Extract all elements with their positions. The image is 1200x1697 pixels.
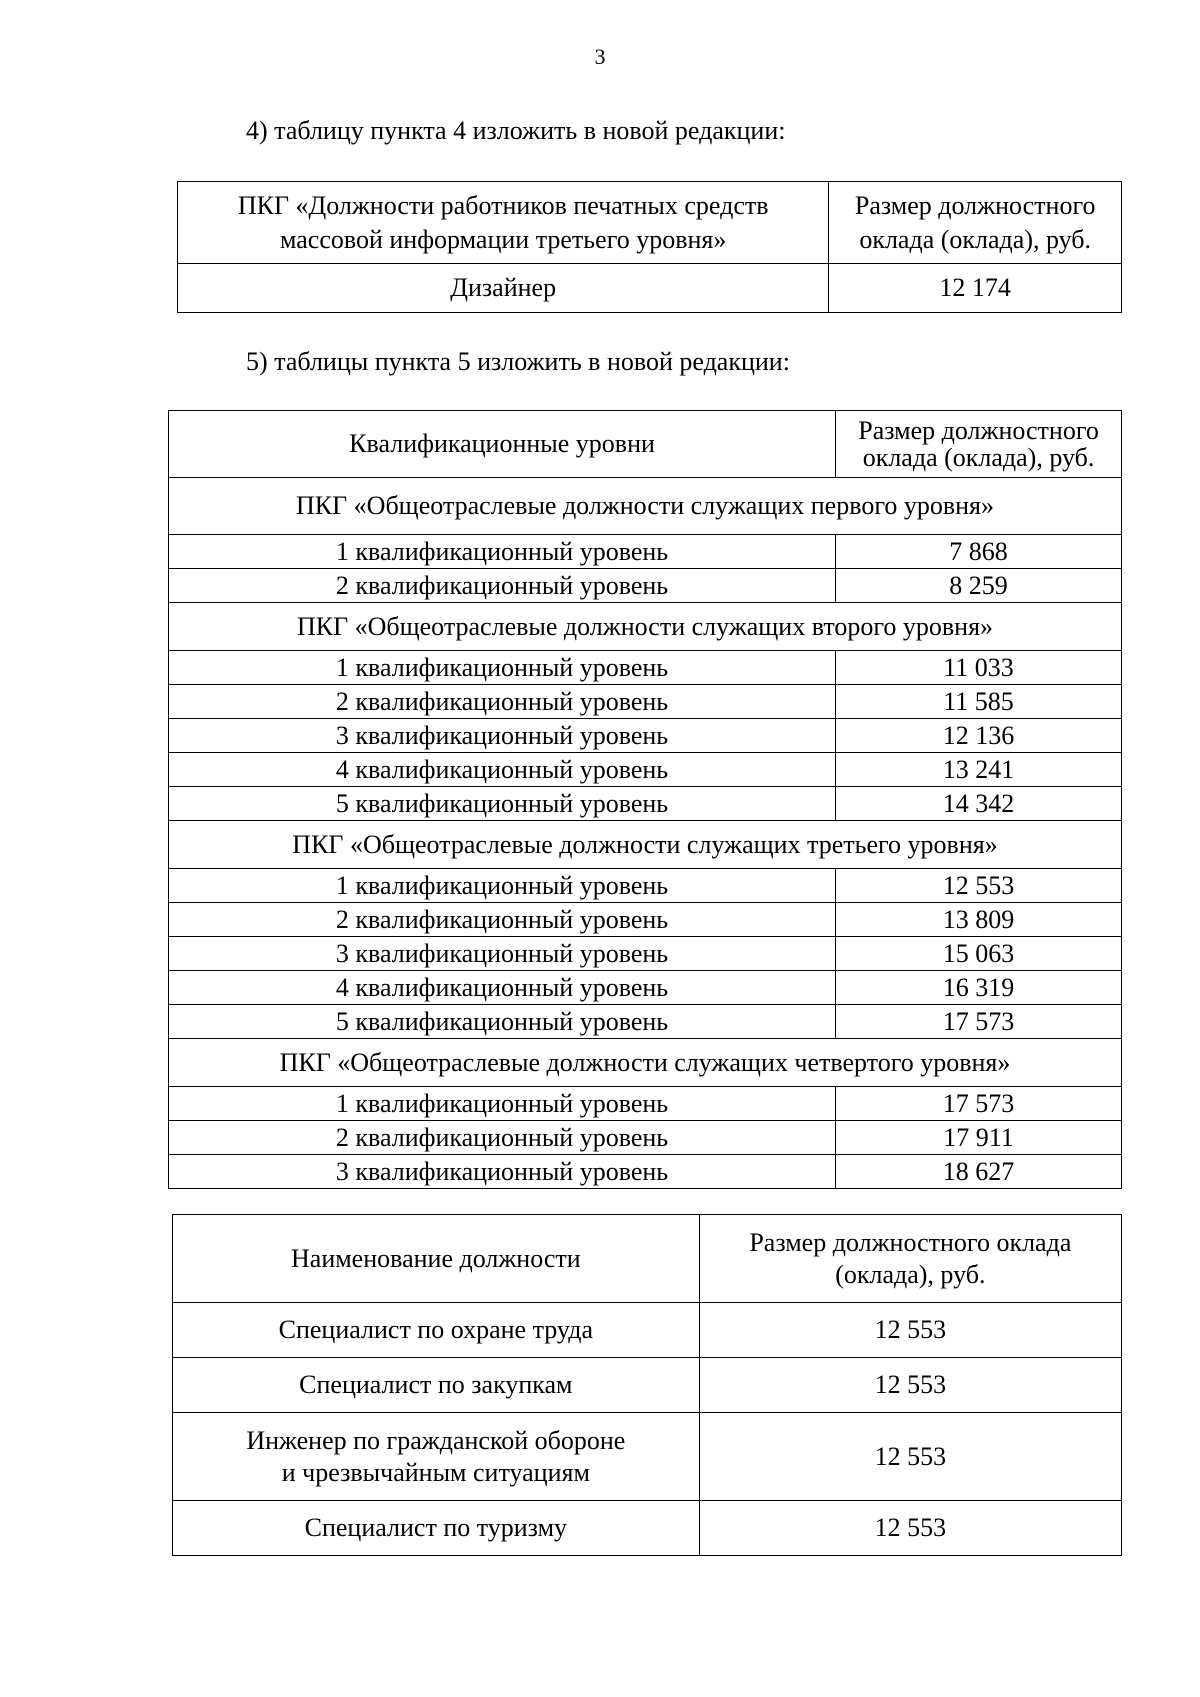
designer-salary-table [177,181,1122,313]
salary-value: 12 553 [699,1413,1121,1501]
group-title-row [169,478,1122,535]
salary-value: 15 063 [836,937,1122,971]
qualification-level: 4 квалификационный уровень [169,971,836,1005]
table-row [169,971,1122,1005]
group-title-row [169,1039,1122,1087]
salary-value: 11 585 [836,685,1122,719]
qualification-level: 3 квалификационный уровень [169,719,836,753]
item-4-paragraph: 4) таблицу пункта 4 изложить в новой редакции: [246,116,786,145]
position-name [173,1413,700,1501]
table-header-row [178,182,1122,264]
table-row [169,535,1122,569]
text-line: Размер должностного [858,415,1099,445]
table-row [169,869,1122,903]
qualification-level: 1 квалификационный уровень [169,535,836,569]
item-5-paragraph: 5) таблицы пункта 5 изложить в новой редакции: [246,347,790,376]
table-row [169,903,1122,937]
salary-value: 11 033 [836,651,1122,685]
qualification-level: 2 квалификационный уровень [169,569,836,603]
header-line: оклада (оклада), руб. [859,224,1092,254]
table-row [169,569,1122,603]
qualification-level: 1 квалификационный уровень [169,869,836,903]
salary-value: 12 553 [699,1303,1121,1358]
table-row [178,264,1122,313]
position-name: Дизайнер [178,264,829,313]
salary-value: 12 553 [836,869,1122,903]
qualification-level: 5 квалификационный уровень [169,1005,836,1039]
text-line: Инженер по гражданской обороне [246,1425,626,1455]
qualification-level: 4 квалификационный уровень [169,753,836,787]
table-row [169,1087,1122,1121]
page-number: 3 [594,44,606,69]
table-row [173,1303,1122,1358]
qualification-level: 2 квалификационный уровень [169,685,836,719]
salary-value: 12 174 [829,264,1122,313]
table-row [173,1358,1122,1413]
salary-value: 16 319 [836,971,1122,1005]
header-position-name: Наименование должности [173,1215,700,1303]
salary-value: 14 342 [836,787,1122,821]
position-name [173,1358,700,1413]
table-row [169,1121,1122,1155]
salary-value: 12 553 [699,1358,1121,1413]
header-group-name [178,182,829,264]
text-line: Специалист по закупкам [299,1370,573,1400]
table-row [169,719,1122,753]
qualification-level: 2 квалификационный уровень [169,903,836,937]
table-header-row [169,411,1122,478]
pkg-group-title: ПКГ «Общеотраслевые должности служащих четвертого уровня» [169,1039,1122,1087]
salary-value: 17 573 [836,1087,1122,1121]
qualification-level: 3 квалификационный уровень [169,1155,836,1189]
group-title-row [169,603,1122,651]
pkg-group-title: ПКГ «Общеотраслевые должности служащих третьего уровня» [169,821,1122,869]
header-qualification-levels: Квалификационные уровни [169,411,836,478]
table-row [173,1501,1122,1556]
position-name [173,1501,700,1556]
qualification-level: 1 квалификационный уровень [169,1087,836,1121]
qualification-level: 5 квалификационный уровень [169,787,836,821]
salary-value: 17 911 [836,1121,1122,1155]
text-line: оклада (оклада), руб. [862,443,1095,472]
table-header-row [173,1215,1122,1303]
table-row [169,1005,1122,1039]
text-line: Специалист по охране труда [278,1315,594,1345]
table-row [173,1413,1122,1501]
table-row [169,787,1122,821]
table-row [169,685,1122,719]
text-line: и чрезвычайным ситуациям [281,1457,590,1487]
position-name [173,1303,700,1358]
qualification-level: 3 квалификационный уровень [169,937,836,971]
table-row [169,651,1122,685]
table-row [169,937,1122,971]
salary-value: 17 573 [836,1005,1122,1039]
qualification-levels-table [168,410,1122,1189]
text-line: Размер должностного оклада [749,1227,1072,1257]
salary-value: 18 627 [836,1155,1122,1189]
header-salary [829,182,1122,264]
table-row [169,1155,1122,1189]
qualification-level: 2 квалификационный уровень [169,1121,836,1155]
table-row [169,753,1122,787]
header-line: Размер должностного [854,191,1096,221]
salary-value: 7 868 [836,535,1122,569]
pkg-group-title: ПКГ «Общеотраслевые должности служащих второго уровня» [169,603,1122,651]
qualification-level: 1 квалификационный уровень [169,651,836,685]
salary-value: 8 259 [836,569,1122,603]
pkg-group-title: ПКГ «Общеотраслевые должности служащих первого уровня» [169,478,1122,535]
header-salary [836,411,1122,478]
salary-value: 13 241 [836,753,1122,787]
salary-value: 13 809 [836,903,1122,937]
salary-value: 12 136 [836,719,1122,753]
group-title-row [169,821,1122,869]
salary-value: 12 553 [699,1501,1121,1556]
header-line: массовой информации третьего уровня» [279,224,727,254]
text-line: (оклада), руб. [835,1259,986,1289]
header-line: ПКГ «Должности работников печатных средств [237,191,769,221]
positions-salary-table [172,1214,1122,1556]
header-salary [699,1215,1121,1303]
text-line: Специалист по туризму [304,1513,568,1543]
